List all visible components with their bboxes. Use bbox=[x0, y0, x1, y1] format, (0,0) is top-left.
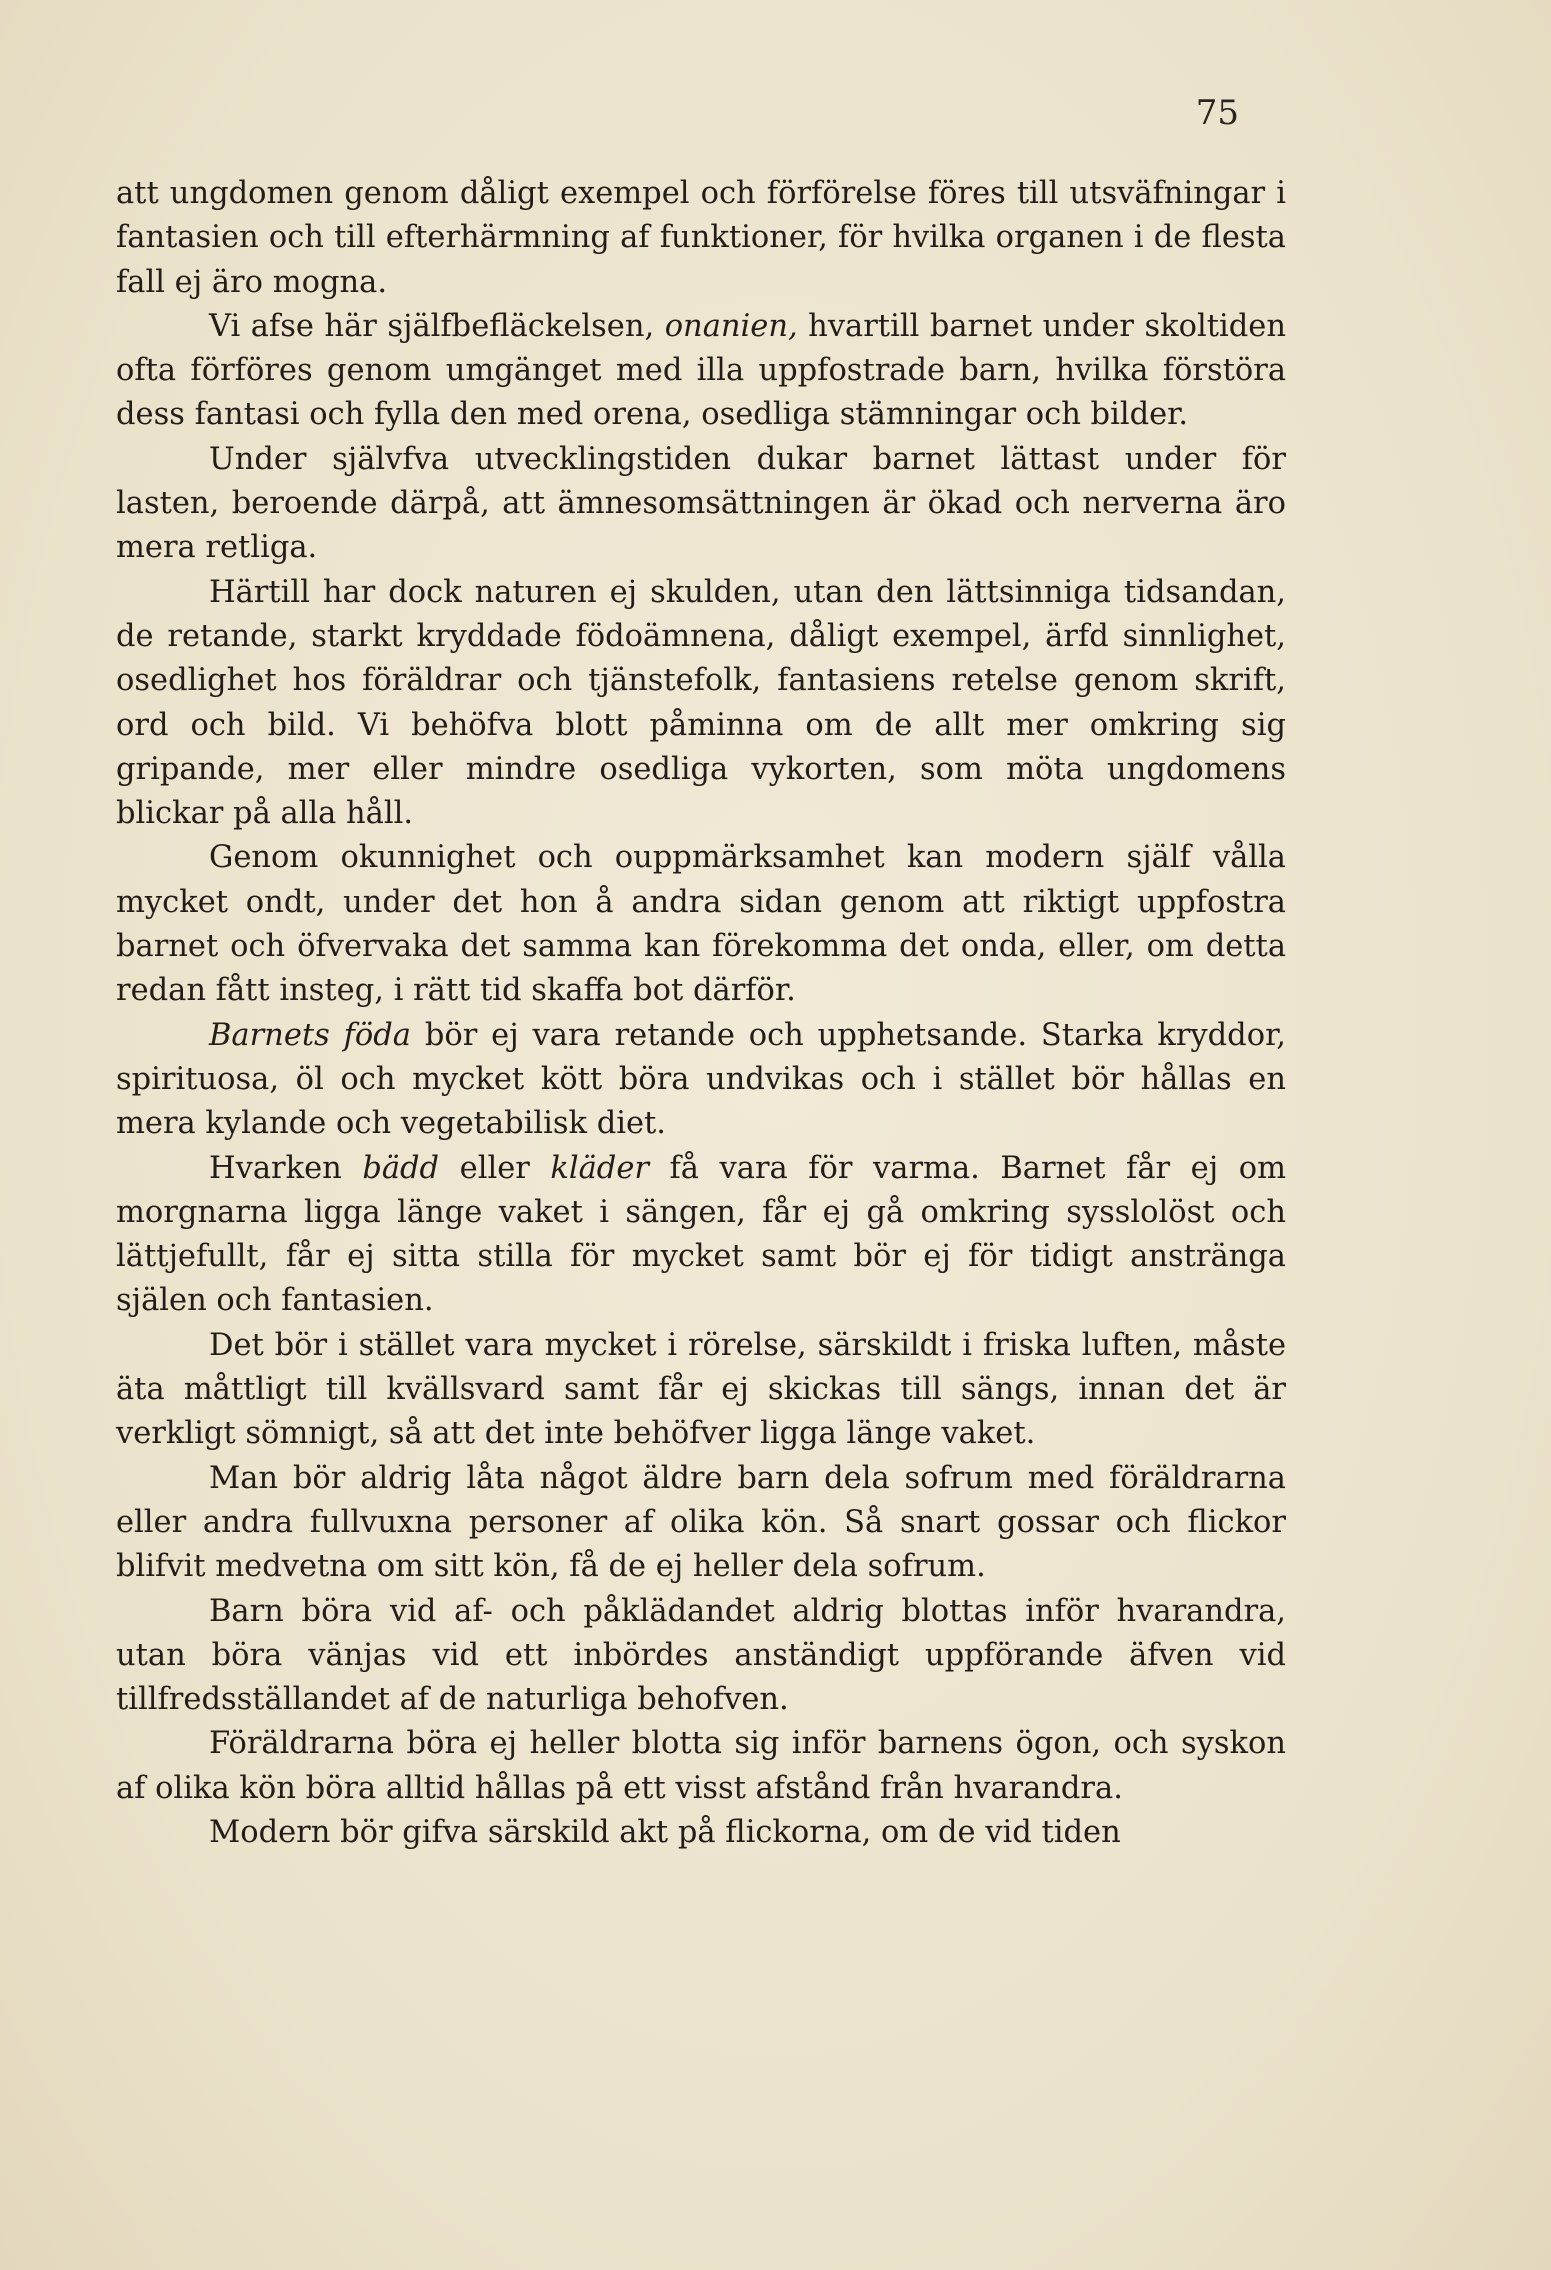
paragraph bbox=[116, 1457, 1286, 1590]
paragraph bbox=[116, 1014, 1286, 1147]
paragraph bbox=[116, 571, 1286, 837]
text-segment: bör ej vara retande och upphetsande. Starka kryddor, spirituosa, öl och mycket kött böra undvikas och i stället bör hållas en mera kylande och vegetabilisk diet. bbox=[116, 1017, 1286, 1142]
paragraph bbox=[116, 1324, 1286, 1457]
text-segment: att ungdomen genom dåligt exempel och förförelse föres till utsväfningar i fantasien och till efterhärmning af funktioner, för hvilka organen i de flesta fall ej äro mogna. bbox=[116, 176, 1286, 300]
text-segment: Hvarken bbox=[209, 1150, 363, 1186]
paragraph bbox=[116, 1590, 1286, 1723]
text-segment: Modern bör gifva särskild akt på flickorna, om de vid tiden bbox=[209, 1814, 1121, 1850]
text-segment: Vi afse här själfbefläckelsen, bbox=[209, 308, 665, 344]
text-segment: Det bör i stället vara mycket i rörelse, särskildt i friska luften, måste äta måttligt till kvällsvard samt får ej skickas till sängs, innan det är verkligt sömnigt, så att det inte behöfver ligga länge vaket. bbox=[116, 1327, 1286, 1452]
italic-text: onanien, bbox=[664, 308, 798, 344]
text-segment: Härtill har dock naturen ej skulden, utan den lättsinniga tidsandan, de retande, starkt kryddade födoämnena, dåligt exempel, ärfd sinnlighet, osedlighet hos föräldrar och tjänstefolk, fantasiens retelse genom skrift, ord och bild. Vi behöfva blott påminna om de allt mer omkring sig gripande, mer eller mindre osedliga vykorten, som möta ungdomens blickar på alla håll. bbox=[116, 574, 1286, 832]
body-text bbox=[116, 172, 1286, 1855]
italic-text: bädd bbox=[362, 1150, 440, 1186]
text-segment: Man bör aldrig låta något äldre barn dela sofrum med föräldrarna eller andra fullvuxna personer af olika kön. Så snart gossar och flickor blifvit medvetna om sitt kön, få de ej heller dela sofrum. bbox=[116, 1460, 1286, 1585]
text-segment: Under självfva utvecklingstiden dukar barnet lättast under för lasten, beroende därpå, att ämnesomsättningen är ökad och nerverna äro mera retliga. bbox=[116, 441, 1286, 566]
text-segment: Barn böra vid af- och påklädandet aldrig blottas inför hvarandra, utan böra vänjas vid ett inbördes anständigt uppförande äfven vid tillfredsställandet af de naturliga behofven. bbox=[116, 1593, 1286, 1718]
page-number: 75 bbox=[1195, 93, 1239, 133]
paragraph bbox=[116, 172, 1286, 305]
text-segment: få vara för varma. Barnet får ej om morgnarna ligga länge vaket i sängen, får ej gå omkring sysslolöst och lättjefullt, får ej sitta stilla för mycket samt bör ej för tidigt anstränga själen och fantasien. bbox=[116, 1150, 1286, 1319]
paragraph bbox=[116, 438, 1286, 571]
italic-text: kläder bbox=[550, 1150, 649, 1186]
paragraph bbox=[116, 305, 1286, 438]
paragraph bbox=[116, 1147, 1286, 1324]
italic-text: Barnets föda bbox=[209, 1017, 411, 1053]
text-segment: hvartill barnet under skoltiden ofta förföres genom umgänget med illa uppfostrade barn, hvilka förstöra dess fantasi och fylla den med orena, osedliga stämningar och bilder. bbox=[116, 308, 1286, 433]
text-segment: Föräldrarna böra ej heller blotta sig inför barnens ögon, och syskon af olika kön böra alltid hållas på ett visst afstånd från hvarandra. bbox=[116, 1726, 1286, 1806]
paragraph bbox=[116, 836, 1286, 1013]
text-segment: Genom okunnighet och ouppmärksamhet kan modern själf vålla mycket ondt, under det hon å andra sidan genom att riktigt uppfostra barnet och öfvervaka det samma kan förekomma det onda, eller, om detta redan fått insteg, i rätt tid skaffa bot därför. bbox=[116, 840, 1286, 1009]
paragraph bbox=[116, 1811, 1286, 1855]
text-segment: eller bbox=[439, 1150, 551, 1186]
paragraph bbox=[116, 1722, 1286, 1811]
